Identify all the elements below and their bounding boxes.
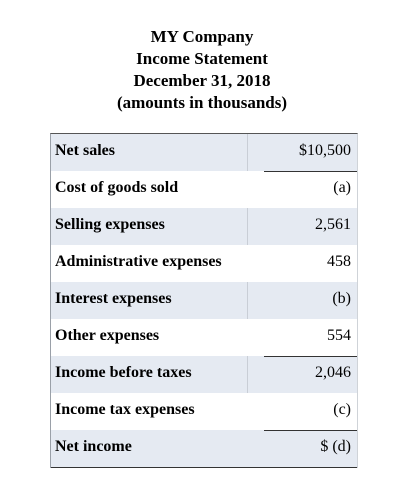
subtotal-rule <box>264 356 357 357</box>
table-row-income-before-taxes <box>51 356 357 393</box>
row-value: (c) <box>248 393 357 430</box>
row-value: 458 <box>248 245 357 282</box>
row-value: 2,046 <box>248 356 357 393</box>
total-rule <box>264 430 357 431</box>
statement-units: (amounts in thousands) <box>116 93 288 112</box>
table-row-interest-expenses <box>51 282 357 319</box>
row-value: 554 <box>248 319 357 356</box>
subtotal-rule <box>264 171 357 172</box>
row-label: Cost of goods sold <box>51 171 248 208</box>
row-label: Net sales <box>51 134 248 171</box>
row-label: Interest expenses <box>51 282 248 319</box>
row-label: Other expenses <box>51 319 248 356</box>
table-row-other-expenses <box>51 319 357 356</box>
row-label: Selling expenses <box>51 208 248 245</box>
row-label: Income tax expenses <box>51 393 248 430</box>
table-row-administrative-expenses <box>51 245 357 282</box>
statement-header <box>0 26 404 114</box>
table-row-income-tax-expenses <box>51 393 357 430</box>
row-value: (a) <box>248 171 357 208</box>
company-name: MY Company <box>150 27 254 46</box>
table-row-selling-expenses <box>51 208 357 245</box>
table-row-net-income <box>51 430 357 468</box>
income-statement-table <box>50 133 358 468</box>
row-value: 2,561 <box>248 208 357 245</box>
table-row-cost-of-goods-sold <box>51 171 357 208</box>
table-row-net-sales <box>51 134 357 171</box>
row-value: $ (d) <box>248 430 357 467</box>
row-label: Administrative expenses <box>51 245 248 282</box>
row-value: (b) <box>248 282 357 319</box>
row-label: Net income <box>51 430 248 467</box>
row-value: $10,500 <box>248 134 357 171</box>
row-label: Income before taxes <box>51 356 248 393</box>
statement-title: Income Statement <box>136 49 268 68</box>
statement-date: December 31, 2018 <box>133 71 271 90</box>
